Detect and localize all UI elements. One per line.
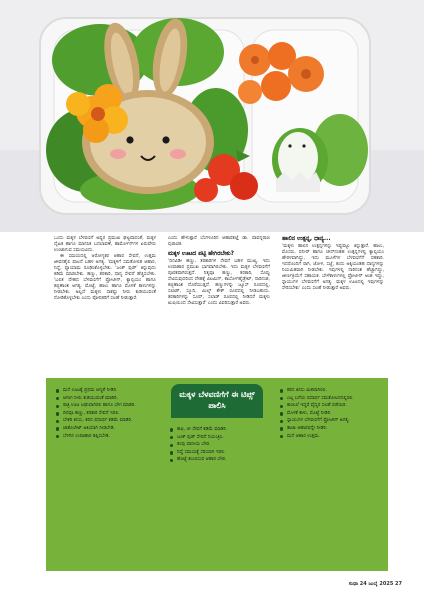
article-column-1 — [54, 236, 156, 303]
tips-list-right — [280, 388, 380, 441]
paragraph: ಎಂದು ಹೇಳುತ್ತಾರೆ ಬೆಂಗಳೂರಿನ ಆಹಾರತಜ್ಞೆ ಡಾ. ಪಾವನ್ನರಾಣ ಪುರಾಣಿಕ. — [168, 236, 270, 248]
tips-list-left — [56, 388, 158, 441]
bullet-icon — [170, 459, 173, 462]
bullet-icon — [170, 444, 173, 447]
list-item: ಕರಿದ ತಿನಿಸು ಮಿತವಾಗಿರಲಿ. — [280, 388, 380, 394]
list-item: ಕಾಯಿಲೆ ಇದ್ದರೆ ವೈದ್ಯರ ಸಲಹೆ ಪಡೆಯಿರಿ. — [280, 403, 380, 409]
subheading: ಹಾಲಿನ ಉತ್ಪನ್ನ, ಧಾನ್ಯ... — [282, 236, 331, 242]
list-item: ದಿನವೂ ಹಣ್ಣು, ತರಕಾರಿ ಸೇವನೆ ಇರಲಿ. — [56, 411, 158, 417]
paragraph: 'ದಿನವಿಡೀ ಹಣ್ಣು, ತರಕಾರಿಗಳ ಸೇವನೆ ಬಹಳ ಮುಖ್ಯ. ಇದು ಉಪಾಹಾರ ಪ್ರಮುಖ ಭಾಗವಾಗಿರಬೇಕು. ಇದು ಮಕ್ಕಳ ಬೆಳವಣಿಗೆಗೆ ಪೂರಕವಾಗಿರುತ್ತದೆ. ನಿತ್ಯವೂ ಹಣ್ಣು, ತರಕಾರಿ, ಸೊಪ್ಪು ಸೇವಿಸುವುದರಿಂದ ದೇಹಕ್ಕೆ ವಿಟಮಿನ್, ಕಾರ್ಬೋಹೈಡ್ರೇಟ್, ನಾರಿನಂಶ, ಕಬ್ಬಿಣಾಂಶ ದೊರೆಯುತ್ತದೆ. ಹಣ್ಣುಗಳನ್ನು ಜ್ಯೂಸ್ ರೂಪದಲ್ಲಿ, ಸಲಾಡ್, ಸ್ಮೂದಿ, ಮಿಲ್ಕ್ ಶೇಕ್ ರೂಪದಲ್ಲಿ ನೀಡಬಹುದು. ತರಕಾರಿಗಳನ್ನು ಸೂಪ್, ಸಲಾಡ್ ರೂಪದಲ್ಲಿ ನೀಡಿದರೆ ಮಕ್ಕಳು ಖುಷಿಯಿಂದ ಸೇವಿಸುತ್ತಾರೆ' ಎಂದು ವಿವರಿಸುತ್ತಾರೆ ಅವರು. — [168, 259, 270, 307]
list-item: ತಂಪು ಪಾನೀಯ ಬೇಡ. — [170, 442, 266, 448]
bullet-icon — [280, 389, 283, 392]
list-item: ಎಲ್ಲ ಬಗೆಯ ಪದಾರ್ಥ ಸಮತೋಲನದಲ್ಲಿರಲಿ. — [280, 396, 380, 402]
subheading: ಮಕ್ಕಳ ಊಟದ ಪಟ್ಟಿ ಹೇಗಿರಬೇಕು? — [168, 251, 234, 258]
bullet-icon — [280, 397, 283, 400]
bullet-icon — [280, 435, 283, 438]
article-column-2 — [168, 236, 270, 307]
list-item: ಆಗಾಗ ನೀರು ಕುಡಿಯುವಂತೆ ಮಾಡಿರಿ. — [56, 396, 158, 402]
list-item: ಬೇಕರಿ ತಿನಿಸು, ಕರಿದ ಪದಾರ್ಥ ಕಡಿಮೆ ಮಾಡಿರಿ. — [56, 418, 158, 424]
bullet-icon — [56, 420, 59, 423]
list-item: ಕಾಫಿ, ಟೀ ಸೇವನೆ ಕಡಿಮೆ ಮಾಡಿರಿ. — [170, 427, 266, 433]
bullet-icon — [56, 427, 59, 430]
bullet-icon — [170, 428, 173, 431]
bullet-icon — [56, 412, 59, 415]
paragraph: ಈ ಸಮಯದಲ್ಲಿ ಆರೋಗ್ಯಕರ ಆಹಾರ ಸೇವನೆ, ಉತ್ತಮ ಜೀವನಶೈಲಿ ಪಾಲನೆ ಬಹಳ ಅಗತ್ಯ. 'ಮಕ್ಕಳಿಗೆ ಸಮತೋಲಿತ ಆಹಾರ, ನಿದ್ದೆ, ವ್ಯಾಯಾಮ ರೂಢಿಸಿಕೊಳ್ಳಬೇಕು. 'ಜಂಕ್ ಫುಡ್' ತಿನ್ನುವುದು ಕಡಿಮೆ ಮಾಡಬೇಕು. ಹಣ್ಣು, ತರಕಾರಿ, ಧಾನ್ಯ ಸೇವನೆ ಹೆಚ್ಚಿಸಬೇಕು. 'ಬಲಿತ ದೇಹದ ಬೆಳವಣಿಗೆಗೆ ಪ್ರೋಟೀನ್, ಕ್ಯಾಲ್ಸಿಯಂ ಹಾಗೂ ಕಬ್ಬಿಣಾಂಶ ಅಗತ್ಯ. ಮೊಟ್ಟೆ, ಹಾಲು ಹಾಗೂ ಮೊಳಕೆ ಕಾಳುಗಳನ್ನು ನೀಡಬೇಕು. ಅಲ್ಲದೆ ಮಕ್ಕಳು ಸಾಕಷ್ಟು ನೀರು ಕುಡಿಯುವಂತೆ ನೋಡಿಕೊಳ್ಳಬೇಕು ಎಂದು ಪೋಷಕರಿಗೆ ಸಲಹೆ ನೀಡುತ್ತಾರೆ. — [54, 254, 156, 302]
list-item: ಚಾಕೊಲೇಟ್ ಅತಿಯಾಗಿ ನೀಡಬೇಡಿ. — [56, 426, 158, 432]
list-item: ನಿದ್ದೆ ಸಮಯಕ್ಕೆ ಸರಿಯಾಗಿ ಇರಲಿ. — [170, 450, 266, 456]
article-column-3 — [282, 236, 384, 292]
lunchbox-photo — [0, 0, 424, 232]
list-item: ಬೆಳಗಿನ ಉಪಾಹಾರ ತಪ್ಪಿಸಬೇಡಿ. — [56, 434, 158, 440]
list-item: ಮನೆ ಊಟಕ್ಕೆ ಪ್ರಥಮ ಆದ್ಯತೆ ನೀಡಿರಿ. — [56, 388, 158, 394]
bullet-icon — [170, 451, 173, 454]
list-item: ಜಂಕ್ ಫುಡ್ ಸೇವನೆ ನಿಯಂತ್ರಿಸಿ. — [170, 435, 266, 441]
page-footer: ಸುಧಾ 24 ಜುಲೈ 2025 27 — [348, 581, 402, 587]
list-item: ಸ್ನಾಯುಗಳ ಬೆಳವಣಿಗೆಗೆ ಪ್ರೋಟೀನ್ ಅಗತ್ಯ. — [280, 418, 380, 424]
bullet-icon — [280, 427, 283, 430]
bullet-icon — [170, 436, 173, 439]
bullet-icon — [56, 397, 59, 400]
bullet-icon — [56, 389, 59, 392]
tips-list-middle — [170, 427, 266, 465]
paragraph: ಒಂದು ಮಕ್ಕಳ ಬೆಳವಣಿಗೆ ಅಷ್ಟರ ಪ್ರಮುಖ ಘಟ್ಟವಾದಂತೆ, ಮಕ್ಕಳ ದೈಹಿಕ ಹಾಗೂ ಮಾನಸಿಕ ಬದಲಾವಣೆ, ಹಾರ್ಮೋನ್‌ಗಳ ಏರುಪೇರು ಉಂಟಾಗುವ ಸಮಯವಿದು. — [54, 236, 156, 254]
bullet-icon — [280, 420, 283, 423]
bullet-icon — [280, 405, 283, 408]
list-item: ಮನೆ ಆಹಾರ ಉತ್ತಮ. — [280, 434, 380, 440]
bullet-icon — [56, 435, 59, 438]
paragraph: 'ಮಕ್ಕಳು ಹಾಲಿನ ಉತ್ಪನ್ನಗಳನ್ನು ಇಷ್ಟಪಟ್ಟು ತಿನ್ನುತ್ತಾರೆ. ಹಾಲು, ಮೊಸರು, ಪನೀರ್ ಹಾಗೂ ಚೀಸ್‌ನಂತಹ ಉತ್ಪನ್ನಗಳಲ್ಲಿ ಕ್ಯಾಲ್ಸಿಯಂ ಹೇರಳವಾಗಿದ್ದು, ಇದು ಮೂಳೆಗಳ ಬೆಳವಣಿಗೆಗೆ ಸಹಕಾರಿ. ಇದರೊಂದಿಗೆ ರಾಗಿ, ಜೋಳ, ಸಜ್ಜೆ, ಕಂದು ಅಕ್ಕಿಯಂತಹ ಧಾನ್ಯಗಳನ್ನು ನಿಯಮಿತವಾಗಿ ನೀಡಬೇಕು. ಇವುಗಳಲ್ಲಿ ನಾರಿನಂಶ ಹೆಚ್ಚಾಗಿದ್ದು, ಜೀರ್ಣಕ್ರಿಯೆಗೆ ಸಹಾಯಕ. ಬೇಳೆಕಾಳುಗಳಲ್ಲಿ ಪ್ರೋಟೀನ್ ಅಂಶ ಇದ್ದು, ಸ್ನಾಯುಗಳ ಬೆಳವಣಿಗೆಗೆ ಅಗತ್ಯ. ಮಕ್ಕಳ ಊಟದಲ್ಲಿ ಇವುಗಳನ್ನು ಸೇರಿಸಬೇಕು' ಎಂದು ಸಲಹೆ ನೀಡುತ್ತಾರೆ ಅವರು. — [282, 244, 384, 292]
list-item: ಮೊಳಕೆ ಕಾಳು, ಮೊಟ್ಟೆ ನೀಡಿರಿ. — [280, 411, 380, 417]
list-item: ಹೊಟ್ಟೆ ತುಂಬಿಸುವ ಆಹಾರ ಬೇಡ. — [170, 457, 266, 463]
list-item: ರಾತ್ರಿ ಊಟ ಲಘುವಾಗಿರಲಿ ಹಾಗೂ ಬೇಗ ಮಾಡಿರಿ. — [56, 403, 158, 409]
tips-heading: ಮಕ್ಕಳ ಬೆಳವಣಿಗೆಗೆ ಈ ಟಿಪ್ಸ್ ಪಾಲಿಸಿ — [171, 384, 263, 418]
list-item: ತಾಜಾ ಆಹಾರವನ್ನೇ ನೀಡಿರಿ. — [280, 426, 380, 432]
bullet-icon — [280, 412, 283, 415]
article-body — [0, 236, 424, 376]
bullet-icon — [56, 405, 59, 408]
